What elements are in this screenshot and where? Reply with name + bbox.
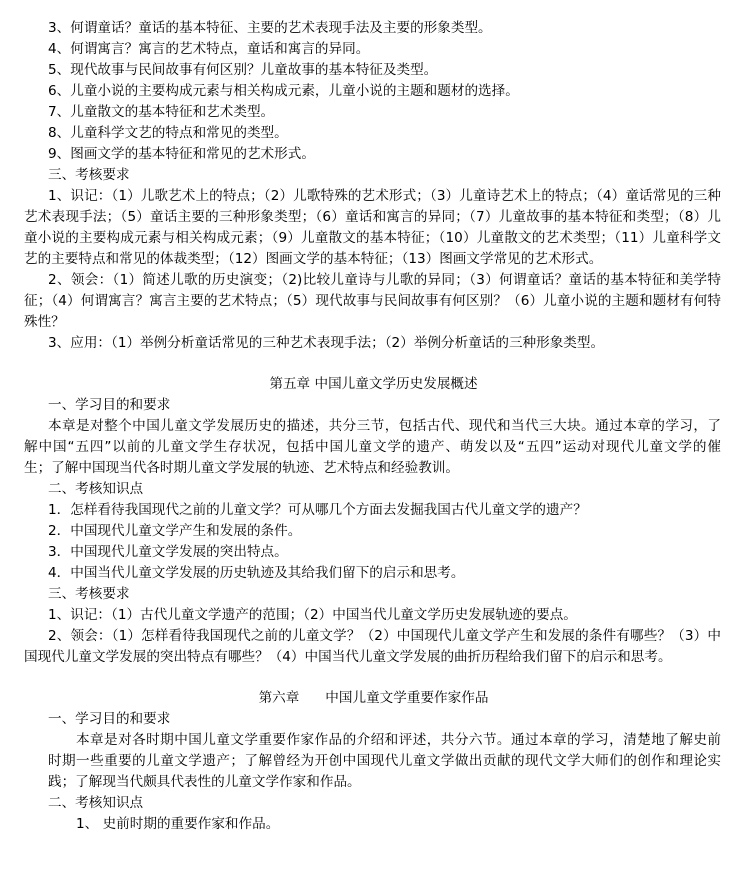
chapter-title: 第五章 中国儿童文学历史发展概述: [269, 376, 478, 392]
knowledge-point: 3．中国现代儿童文学发展的突出特点。: [48, 544, 288, 560]
intro-paragraph: 本章是对各时期中国儿童文学重要作家作品的介绍和评述，共分六节。通过本章的学习，清楚地了解史前: [76, 732, 721, 748]
intro-paragraph: 时期一些重要的儿童文学遗产；了解曾经为开创中国现代儿童文学做出贡献的现代文学大师们的创作和理论实: [48, 753, 721, 769]
section-heading: 三、考核要求: [48, 167, 130, 183]
requirement-text: 2、领会：（1）怎样看待我国现代之前的儿童文学？（2）中国现代儿童文学产生和发展的条件有哪些？（3）中: [48, 628, 721, 644]
intro-paragraph: 生；了解中国现当代各时期儿童文学发展的轨迹、艺术特点和经验教训。: [24, 460, 459, 476]
requirement-text: 1、识记：（1）古代儿童文学遗产的范围；（2）中国当代儿童文学历史发展轨迹的要点。: [48, 607, 577, 623]
knowledge-point-5: 5、现代故事与民间故事有何区别？儿童故事的基本特征及类型。: [48, 62, 438, 78]
knowledge-point-8: 8、儿童科学文艺的特点和常见的类型。: [48, 125, 288, 141]
requirement-text: 国现代儿童文学发展的突出特点有哪些？（4）中国当代儿童文学发展的曲折历程给我们留下的启示和思考。: [24, 649, 672, 665]
requirement-text: 艺术表现手法；（5）童话主要的三种形象类型；（6）童话和寓言的异同；（7）儿童故事的基本特征和类型；（8）儿: [24, 209, 721, 225]
knowledge-point-7: 7、儿童散文的基本特征和艺术类型。: [48, 104, 275, 120]
section-heading: 二、考核知识点: [48, 795, 144, 811]
knowledge-point-3: 3、何谓童话？童话的基本特征、主要的艺术表现手法及主要的形象类型。: [48, 20, 492, 36]
section-heading: 一、学习目的和要求: [48, 711, 171, 727]
requirement-text: 征；（4）何谓寓言？寓言主要的艺术特点；（5）现代故事与民间故事有何区别？（6）儿童小说的主题和题材有何特: [24, 293, 721, 309]
requirement-text: 2、领会：（1）简述儿歌的历史演变；（2)比较儿童诗与儿歌的异同；（3）何谓童话？童话的基本特征和美学特: [48, 272, 721, 288]
intro-paragraph: 践；了解现当代颇具代表性的儿童文学作家和作品。: [48, 774, 361, 790]
knowledge-point: 4．中国当代儿童文学发展的历史轨迹及其给我们留下的启示和思考。: [48, 565, 465, 581]
knowledge-point-9: 9、图画文学的基本特征和常见的艺术形式。: [48, 146, 315, 162]
section-heading: 二、考核知识点: [48, 481, 144, 497]
requirement-text: 3、应用：（1）举例分析童话常见的三种艺术表现手法；（2）举例分析童话的三种形象类型。: [48, 335, 605, 351]
section-heading: 三、考核要求: [48, 586, 130, 602]
requirement-text: 艺的主要特点和常见的体裁类型；（12）图画文学的基本特征；（13）图画文学常见的艺术形式。: [24, 251, 603, 267]
requirement-text: 殊性？: [24, 314, 65, 330]
intro-paragraph: 解中国“五四”以前的儿童文学生存状况，包括中国儿童文学的遗产、萌发以及“五四”运动对现代儿童文学的催: [24, 439, 721, 455]
requirement-text: 1、识记：（1）儿歌艺术上的特点；（2）儿歌特殊的艺术形式；（3）儿童诗艺术上的特点；（4）童话常见的三种: [48, 188, 721, 204]
requirement-text: 童小说的主要构成元素与相关构成元素；（9）儿童散文的基本特征；（10）儿童散文的艺术类型；（11）儿童科学文: [24, 230, 721, 246]
knowledge-point: 2．中国现代儿童文学产生和发展的条件。: [48, 523, 302, 539]
knowledge-point: 1、 史前时期的重要作家和作品。: [76, 816, 280, 832]
intro-paragraph: 本章是对整个中国儿童文学发展历史的描述，共分三节，包括古代、现代和当代三大块。通过本章的学习，了: [48, 418, 721, 434]
section-heading: 一、学习目的和要求: [48, 397, 171, 413]
knowledge-point-6: 6、儿童小说的主要构成元素与相关构成元素，儿童小说的主题和题材的选择。: [48, 83, 519, 99]
chapter-title: 第六章 中国儿童文学重要作家作品: [258, 690, 489, 706]
knowledge-point-4: 4、何谓寓言？寓言的艺术特点，童话和寓言的异同。: [48, 41, 370, 57]
knowledge-point: 1．怎样看待我国现代之前的儿童文学？可从哪几个方面去发掘我国古代儿童文学的遗产？: [48, 502, 587, 518]
